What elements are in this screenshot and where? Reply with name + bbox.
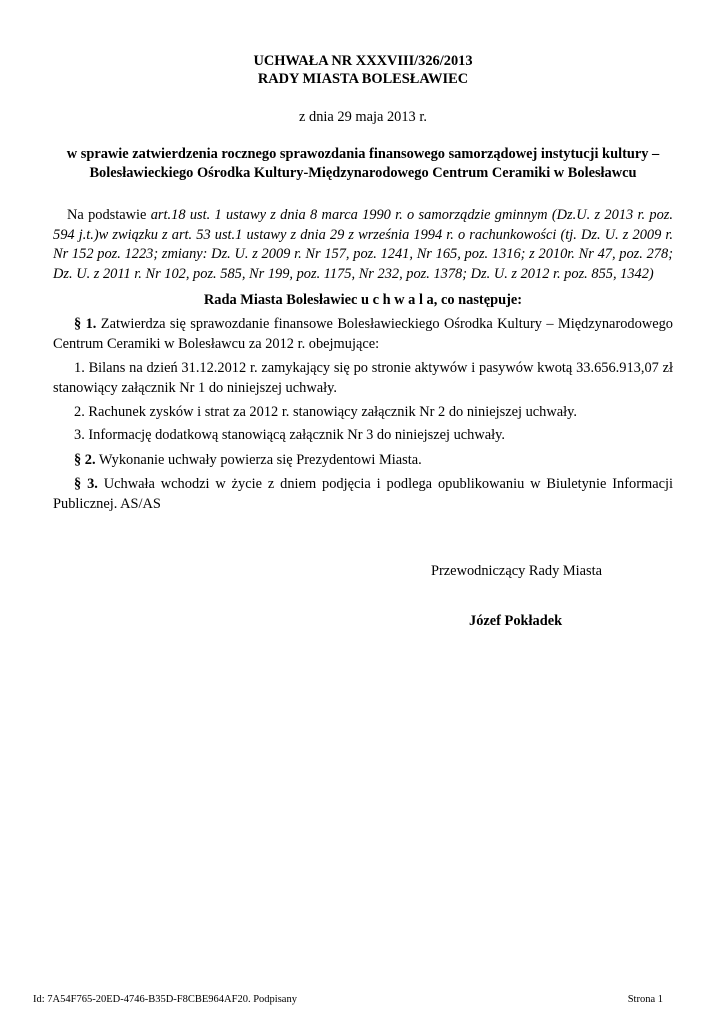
section-3-text: Uchwała wchodzi w życie z dniem podjęcia i podlega opublikowaniu w Biuletynie Informacji Publicznej. AS/AS bbox=[53, 476, 673, 512]
section-1-item-2: 2. Rachunek zysków i strat za 2012 r. stanowiący załącznik Nr 2 do niniejszej uchwały. bbox=[74, 404, 577, 420]
legal-basis bbox=[53, 206, 673, 284]
footer-document-id: Id: 7A54F765-20ED-4746-B35D-F8CBE964AF20. Podpisany bbox=[33, 994, 297, 1005]
section-1 bbox=[53, 315, 673, 354]
section-3-label: § 3. bbox=[74, 476, 98, 493]
signature-role: Przewodniczący Rady Miasta bbox=[431, 563, 603, 579]
resolution-date: z dnia 29 maja 2013 r. bbox=[299, 109, 427, 125]
document-body bbox=[53, 52, 673, 514]
subject-line-2: Bolesławieckiego Ośrodka Kultury-Międzynarodowego Centrum Ceramiki w Bolesławcu bbox=[89, 165, 637, 181]
section-2-text: Wykonanie uchwały powierza się Prezydentowi Miasta. bbox=[95, 451, 422, 468]
title-number: UCHWAŁA NR XXXVIII/326/2013 bbox=[253, 53, 473, 69]
resolution-subject bbox=[53, 145, 673, 183]
signature-name: Józef Pokładek bbox=[469, 613, 563, 629]
resolves-heading: Rada Miasta Bolesławiec u c h w a l a, co następuje: bbox=[203, 292, 523, 309]
legal-basis-citation: art.18 ust. 1 ustawy z dnia 8 marca 1990 r. o samorządzie gminnym (Dz.U. z 2013 r. poz. 594 j.t.)w związku z art. 53 ust.1 ustawy z dnia 29 z września 1994 r. o rachunkowości (tj. Dz. U. z 2009 r. Nr 152 poz. 1223; zmiany: Dz. U. z 2009 r. Nr 157, poz. 1241, Nr 165, poz. 1316; z 2010r. Nr 47, poz. 278; Dz. U. z 2011 r. Nr 102, poz. 585, Nr 199, poz. 1175, Nr 232, poz. 1378; Dz. U. z 2012 r. poz. 855, 1342) bbox=[53, 207, 674, 282]
section-2 bbox=[53, 451, 673, 470]
resolution-title bbox=[53, 52, 673, 88]
subject-line-1: w sprawie zatwierdzenia rocznego sprawozdania finansowego samorządowej instytucji kultury – bbox=[66, 146, 660, 162]
section-3 bbox=[53, 475, 673, 514]
section-1-label: § 1. bbox=[74, 316, 97, 333]
section-1-item-3: 3. Informację dodatkową stanowiącą załącznik Nr 3 do niniejszej uchwały. bbox=[74, 427, 506, 444]
footer-page-number: Strona 1 bbox=[627, 994, 663, 1005]
title-council: RADY MIASTA BOLESŁAWIEC bbox=[257, 71, 469, 87]
section-2-label: § 2. bbox=[74, 451, 96, 468]
section-1-text: Zatwierdza się sprawozdanie finansowe Bolesławieckiego Ośrodka Kultury – Międzynarodowego Centrum Ceramiki w Bolesławcu za 2012 r. obejmujące: bbox=[53, 316, 673, 352]
section-1-item-1: 1. Bilans na dzień 31.12.2012 r. zamykający się po stronie aktywów i pasywów kwotą 33.656.913,07 zł stanowiący załącznik Nr 1 do niniejszej uchwały. bbox=[53, 360, 673, 396]
legal-basis-prefix: Na podstawie bbox=[67, 207, 151, 223]
